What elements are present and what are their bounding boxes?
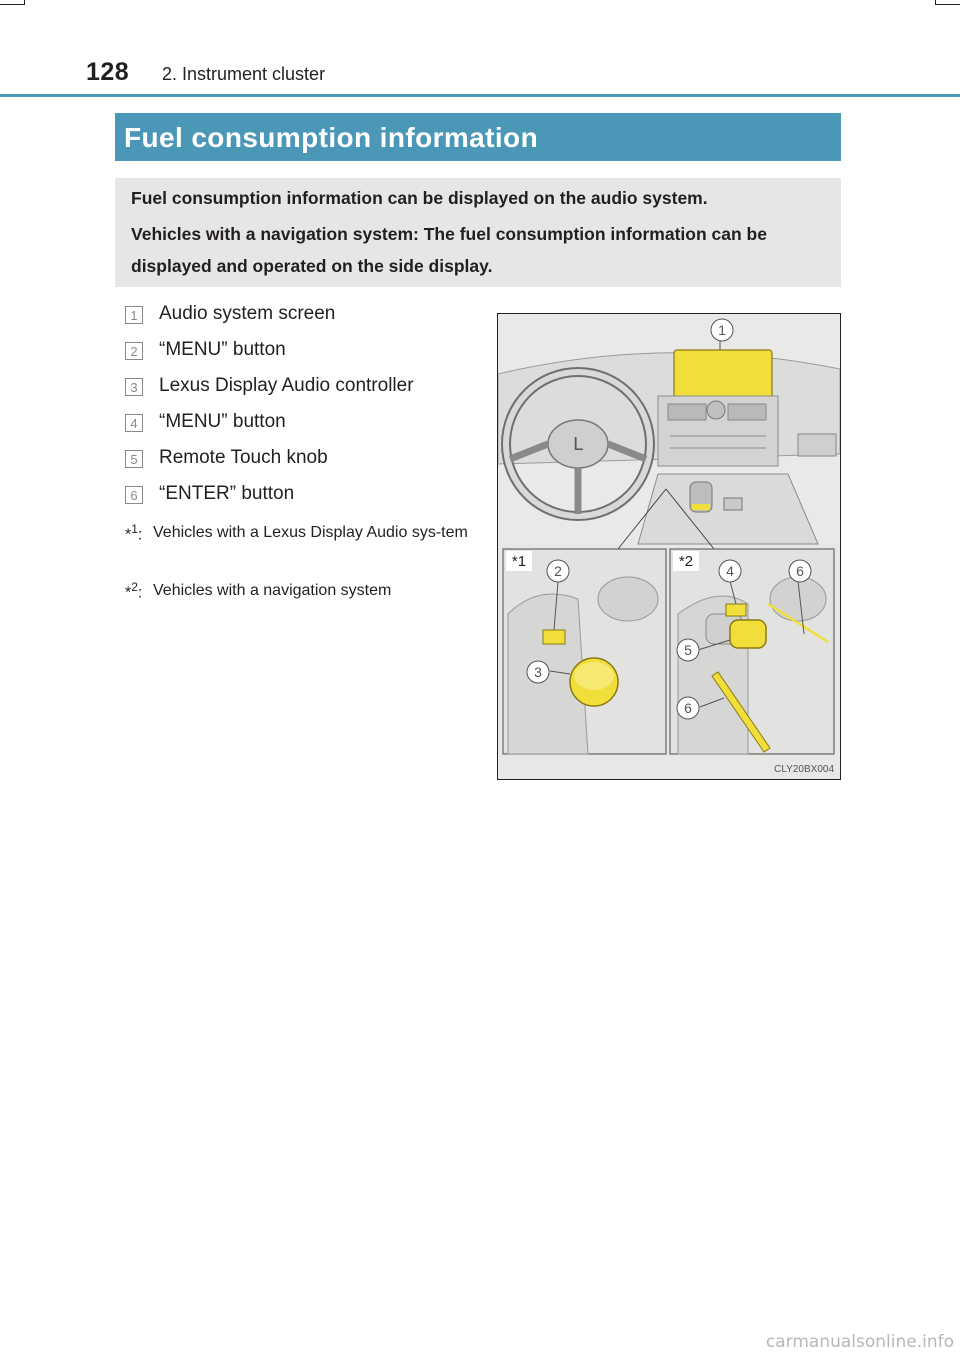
page-number: 128	[86, 58, 130, 86]
svg-text:1: 1	[718, 322, 726, 338]
item-label: “MENU” button	[159, 411, 286, 432]
inset-label-2: *2	[678, 553, 694, 570]
footnote-text: Vehicles with a navigation system	[153, 582, 392, 599]
crop-mark-right-v	[935, 0, 936, 5]
item-number-box: 5	[125, 450, 143, 468]
footnote-mark: *$^2$:	[125, 580, 143, 602]
crop-mark-left-v	[24, 0, 25, 5]
section-header	[115, 113, 841, 161]
watermark: carmanualsonline.info	[765, 1332, 954, 1352]
list-item	[125, 444, 485, 480]
item-label: Lexus Display Audio controller	[159, 375, 414, 396]
svg-text:5: 5	[684, 642, 692, 658]
crop-mark-right-h	[936, 4, 960, 5]
item-list	[125, 300, 485, 516]
item-label: Audio system screen	[159, 303, 336, 324]
intro-paragraph-1: Fuel consumption information can be displayed on the audio system.	[131, 188, 708, 208]
item-number-box: 2	[125, 342, 143, 360]
callout-6-upper	[789, 560, 811, 582]
callout-1	[711, 319, 733, 341]
svg-text:2: 2	[554, 563, 562, 579]
callout-3	[527, 661, 549, 683]
header-rule	[0, 94, 960, 97]
svg-text:6: 6	[684, 700, 692, 716]
list-item	[125, 372, 485, 408]
footnote-mark: *$^1$:	[125, 522, 143, 544]
crop-mark-left-h	[0, 4, 24, 5]
callout-4	[719, 560, 741, 582]
footnote-text: Vehicles with a Lexus Display Audio sys-tem	[153, 524, 468, 541]
list-item	[125, 300, 485, 336]
svg-text:3: 3	[534, 664, 542, 680]
item-number-box: 3	[125, 378, 143, 396]
item-number-box: 4	[125, 414, 143, 432]
list-item	[125, 408, 485, 444]
list-item	[125, 480, 485, 516]
svg-text:6: 6	[796, 563, 804, 579]
intro-box	[115, 178, 841, 287]
menu-button-highlight	[543, 630, 565, 644]
intro-paragraph-2: Vehicles with a navigation system: The fuel consumption information can be displayed and operated on the side display.	[131, 224, 767, 276]
figure-code: CLY20BX004	[774, 764, 834, 775]
remote-touch-highlight	[730, 620, 766, 648]
chapter-title: 2. Instrument cluster	[162, 64, 326, 84]
svg-text:L: L	[572, 434, 584, 455]
item-label: “MENU” button	[159, 339, 286, 360]
item-label: Remote Touch knob	[159, 447, 328, 468]
item-number-box: 6	[125, 486, 143, 504]
item-number-box: 1	[125, 306, 143, 324]
section-title: Fuel consumption information	[124, 122, 539, 153]
callout-2	[547, 560, 569, 582]
callout-5	[677, 639, 699, 661]
callout-6-lower	[677, 697, 699, 719]
item-label: “ENTER” button	[159, 483, 295, 504]
svg-text:4: 4	[726, 563, 734, 579]
inset-label-1: *1	[511, 553, 527, 570]
menu-button-2-highlight	[726, 604, 746, 616]
dashboard-illustration	[497, 313, 841, 780]
audio-screen-highlight	[674, 350, 772, 400]
list-item	[125, 336, 485, 372]
